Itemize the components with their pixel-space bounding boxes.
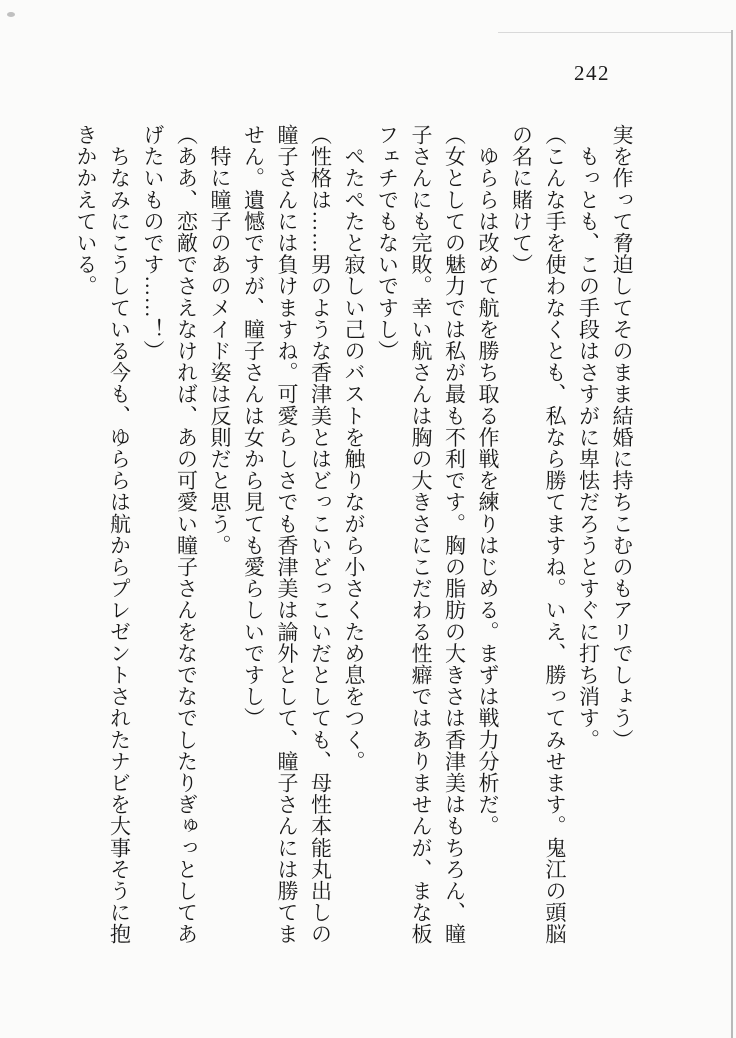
- text-column: げたいものです……！）: [141, 124, 165, 362]
- text-column: 瞳子さんには負けますね。可愛らしさでも香津美は論外として、瞳子さんには勝てま: [275, 124, 299, 945]
- text-column: ちなみにこうしている今も、ゆららは航からプレゼントされたナビを大事そうに抱: [107, 124, 132, 945]
- text-column: フェチでもないですし）: [375, 124, 400, 362]
- text-column: せん。遺憾ですが、瞳子さんは女から見ても愛らしいですし）: [241, 124, 266, 729]
- text-column: 実を作って脅迫してそのまま結婚に持ちこむのもアリでしょう）: [610, 124, 634, 751]
- text-column: 特に瞳子のあのメイド姿は反則だと思う。: [208, 124, 232, 556]
- page-number: 242: [574, 61, 610, 85]
- page-scan-top-edge: [498, 32, 731, 33]
- page-scan-right-edge: [731, 30, 733, 1038]
- vertical-text-block: [69, 124, 639, 950]
- text-column: もっとも、この手段はさすがに卑怯だろうとすぐに打ち消す。: [576, 124, 601, 751]
- text-column: の名に賭けて）: [509, 124, 534, 276]
- text-column: ゆららは改めて航を勝ち取る作戦を練りはじめる。まずは戦力分析だ。: [476, 124, 500, 837]
- text-column: 子さんにも完敗。幸い航さんは胸の大きさにこだわる性癖ではありませんが、まな板: [409, 124, 433, 945]
- text-column: （性格は……男のような香津美とはどっこいどっこいだとしても、母性本能丸出しの: [308, 124, 333, 945]
- scan-artifact-speck: [7, 12, 15, 17]
- text-column: （こんな手を使わなくとも、私なら勝てますね。いえ、勝ってみせます。鬼江の頭脳: [543, 124, 567, 945]
- text-column: ぺたぺたと寂しい己のバストを触りながら小さくため息をつく。: [342, 124, 366, 772]
- text-column: （女としての魅力では私が最も不利です。胸の脂肪の大きさは香津美はもちろん、瞳: [442, 124, 467, 945]
- text-column: きかかえている。: [74, 124, 98, 297]
- text-column: （ああ、恋敵でさえなければ、あの可愛い瞳子さんをなでなでしたりぎゅっとしてあ: [174, 124, 199, 945]
